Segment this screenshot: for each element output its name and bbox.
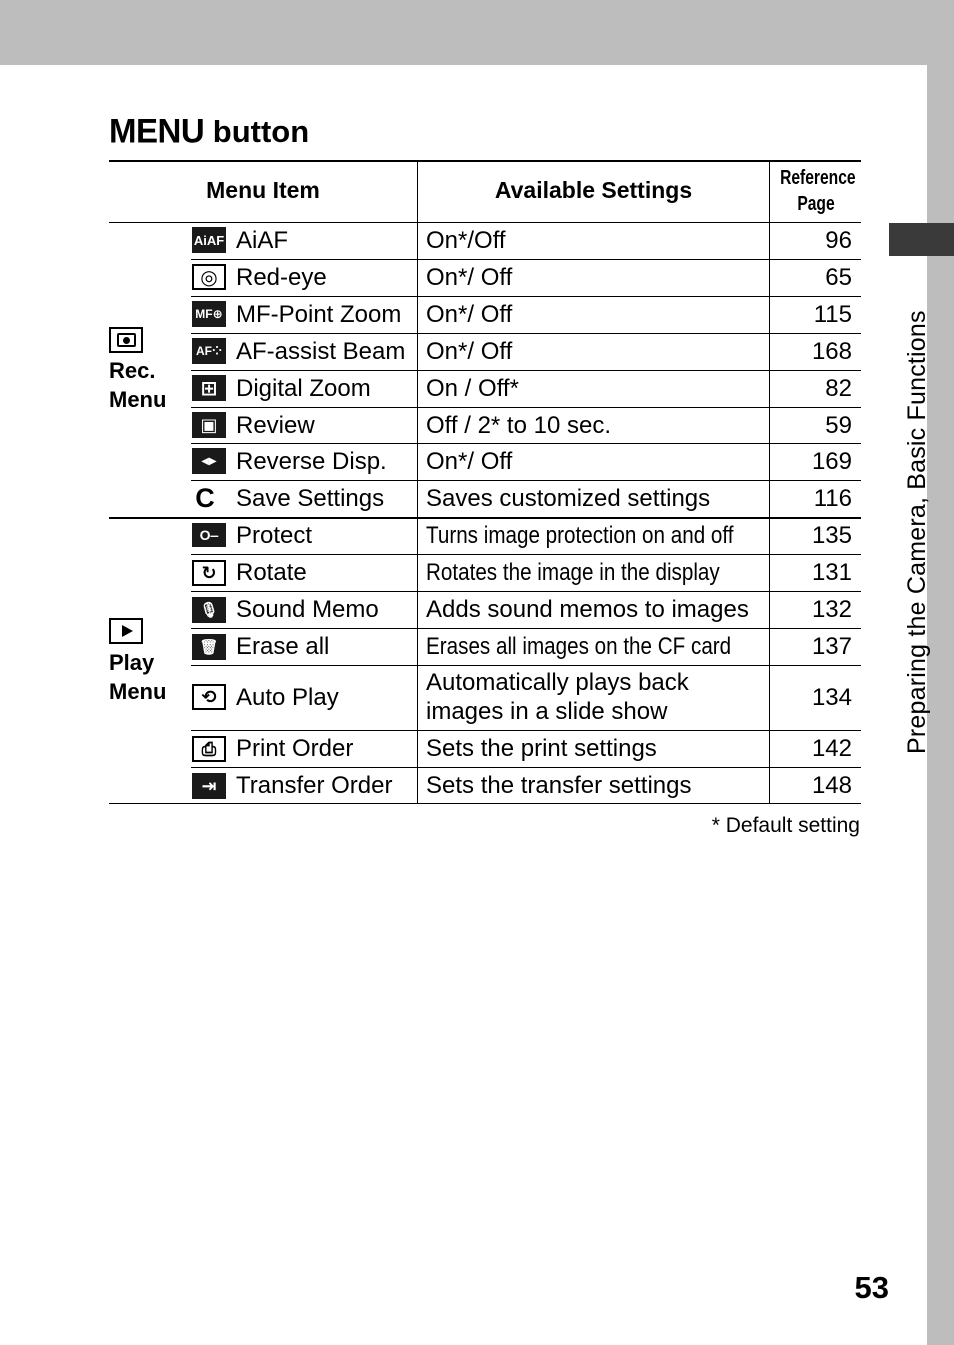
reference-page: 134 xyxy=(811,684,852,711)
reference-page: 116 xyxy=(813,485,852,512)
setting-value-line1: Automatically plays back xyxy=(426,669,689,696)
menu-item-label: MF-Point Zoom xyxy=(236,301,402,328)
row-rule xyxy=(191,554,861,555)
top-gray-band xyxy=(0,0,954,65)
red-eye-icon: ◎ xyxy=(192,264,226,290)
row-rule xyxy=(191,628,861,629)
setting-value: Rotates the image in the display xyxy=(426,559,720,586)
reference-page: 148 xyxy=(811,772,852,799)
camera-icon xyxy=(109,327,143,353)
header-menu-item: Menu Item xyxy=(206,177,320,203)
reference-page: 82 xyxy=(825,375,852,402)
setting-value: Adds sound memos to images xyxy=(426,596,749,623)
menu-item-label: Red-eye xyxy=(236,264,327,291)
page-number: 53 xyxy=(854,1270,889,1305)
row-rule xyxy=(191,296,861,297)
row-rule xyxy=(191,480,861,481)
header-reference-line2: Page xyxy=(797,193,835,215)
digital-zoom-icon: ⊞ xyxy=(192,375,226,401)
reference-page: 132 xyxy=(811,596,852,623)
group-rec-line2: Menu xyxy=(109,387,167,412)
print-order-icon: ⎙ xyxy=(192,736,226,762)
play-icon xyxy=(109,618,143,644)
reverse-disp-icon: ◀▶ xyxy=(192,448,226,474)
auto-play-icon: ⟲ xyxy=(192,684,226,710)
reference-page: 169 xyxy=(811,448,852,475)
setting-value: On*/ Off xyxy=(426,301,513,328)
reference-page: 135 xyxy=(811,522,852,549)
col-rule-settings xyxy=(417,160,418,804)
reference-page: 115 xyxy=(813,301,852,328)
title-rest: button xyxy=(204,114,310,149)
row-rule xyxy=(191,333,861,334)
setting-value: Erases all images on the CF card xyxy=(426,633,732,660)
setting-value: On*/ Off xyxy=(426,338,513,365)
row-rule xyxy=(191,730,861,731)
menu-item-label: Protect xyxy=(236,522,313,549)
menu-item-label: Digital Zoom xyxy=(236,375,371,402)
default-setting-footnote: * Default setting xyxy=(711,814,860,837)
table-bottom-rule xyxy=(109,803,861,804)
row-rule xyxy=(191,665,861,666)
setting-value: On*/ Off xyxy=(426,264,513,291)
menu-item-label: Print Order xyxy=(236,735,354,762)
row-rule xyxy=(191,370,861,371)
page-title xyxy=(109,112,309,150)
row-rule xyxy=(191,767,861,768)
af-assist-beam-icon: AF⁘ xyxy=(192,338,226,364)
header-reference-line1: Reference xyxy=(780,167,856,189)
setting-value: Turns image protection on and off xyxy=(426,522,734,549)
group-rec-line1: Rec. xyxy=(109,358,156,383)
setting-value: Sets the print settings xyxy=(426,735,657,762)
col-rule-page xyxy=(769,160,770,804)
setting-value: Saves customized settings xyxy=(426,485,711,512)
reference-page: 142 xyxy=(811,735,852,762)
menu-item-label: Transfer Order xyxy=(236,772,393,799)
table-top-rule xyxy=(109,160,861,162)
save-settings-icon: C xyxy=(195,485,215,511)
setting-value xyxy=(426,668,689,726)
sound-memo-icon: 🎙 xyxy=(192,597,226,623)
reference-page: 59 xyxy=(825,412,852,439)
group-label-rec xyxy=(109,356,166,414)
menu-item-label: AF-assist Beam xyxy=(236,338,406,365)
reference-page: 168 xyxy=(811,338,852,365)
rotate-icon: ↻ xyxy=(192,560,226,586)
setting-value-line2: images in a slide show xyxy=(426,698,668,725)
setting-value: Off / 2* to 10 sec. xyxy=(426,412,611,439)
reference-page: 65 xyxy=(825,264,852,291)
setting-value: On*/ Off xyxy=(426,448,513,475)
header-bottom-rule xyxy=(109,222,861,223)
menu-item-label: Reverse Disp. xyxy=(236,448,387,475)
setting-value: On*/Off xyxy=(426,227,506,254)
menu-item-label: AiAF xyxy=(236,227,289,254)
setting-value: Sets the transfer settings xyxy=(426,772,692,799)
setting-value: On / Off* xyxy=(426,375,519,402)
protect-icon: O‒ xyxy=(192,523,226,547)
group-play-line2: Menu xyxy=(109,679,167,704)
review-icon: ▣ xyxy=(192,412,226,438)
header-reference-page xyxy=(780,165,856,217)
reference-page: 137 xyxy=(811,633,852,660)
reference-page: 96 xyxy=(825,227,852,254)
row-rule xyxy=(191,407,861,408)
group-play-line1: Play xyxy=(109,650,155,675)
side-section-title: Preparing the Camera, Basic Functions xyxy=(903,310,931,754)
reference-page: 131 xyxy=(811,559,852,586)
menu-item-label: Rotate xyxy=(236,559,307,586)
row-rule xyxy=(191,259,861,260)
menu-item-label: Erase all xyxy=(236,633,330,660)
header-available-settings: Available Settings xyxy=(494,177,693,203)
row-rule xyxy=(191,591,861,592)
mf-point-zoom-icon: MF⊕ xyxy=(192,301,226,327)
menu-item-label: Sound Memo xyxy=(236,596,379,623)
group-divider-rule xyxy=(109,517,861,519)
row-rule xyxy=(191,443,861,444)
transfer-order-icon: ⇥ xyxy=(192,773,226,799)
menu-item-label: Save Settings xyxy=(236,485,385,512)
erase-all-icon: 🗑 xyxy=(192,634,226,660)
group-label-play xyxy=(109,648,166,706)
section-tab-marker xyxy=(889,223,954,256)
menu-item-label: Auto Play xyxy=(236,684,339,711)
menu-word: MENU xyxy=(109,111,205,150)
aiaf-icon: AiAF xyxy=(192,227,226,253)
menu-item-label: Review xyxy=(236,412,315,439)
